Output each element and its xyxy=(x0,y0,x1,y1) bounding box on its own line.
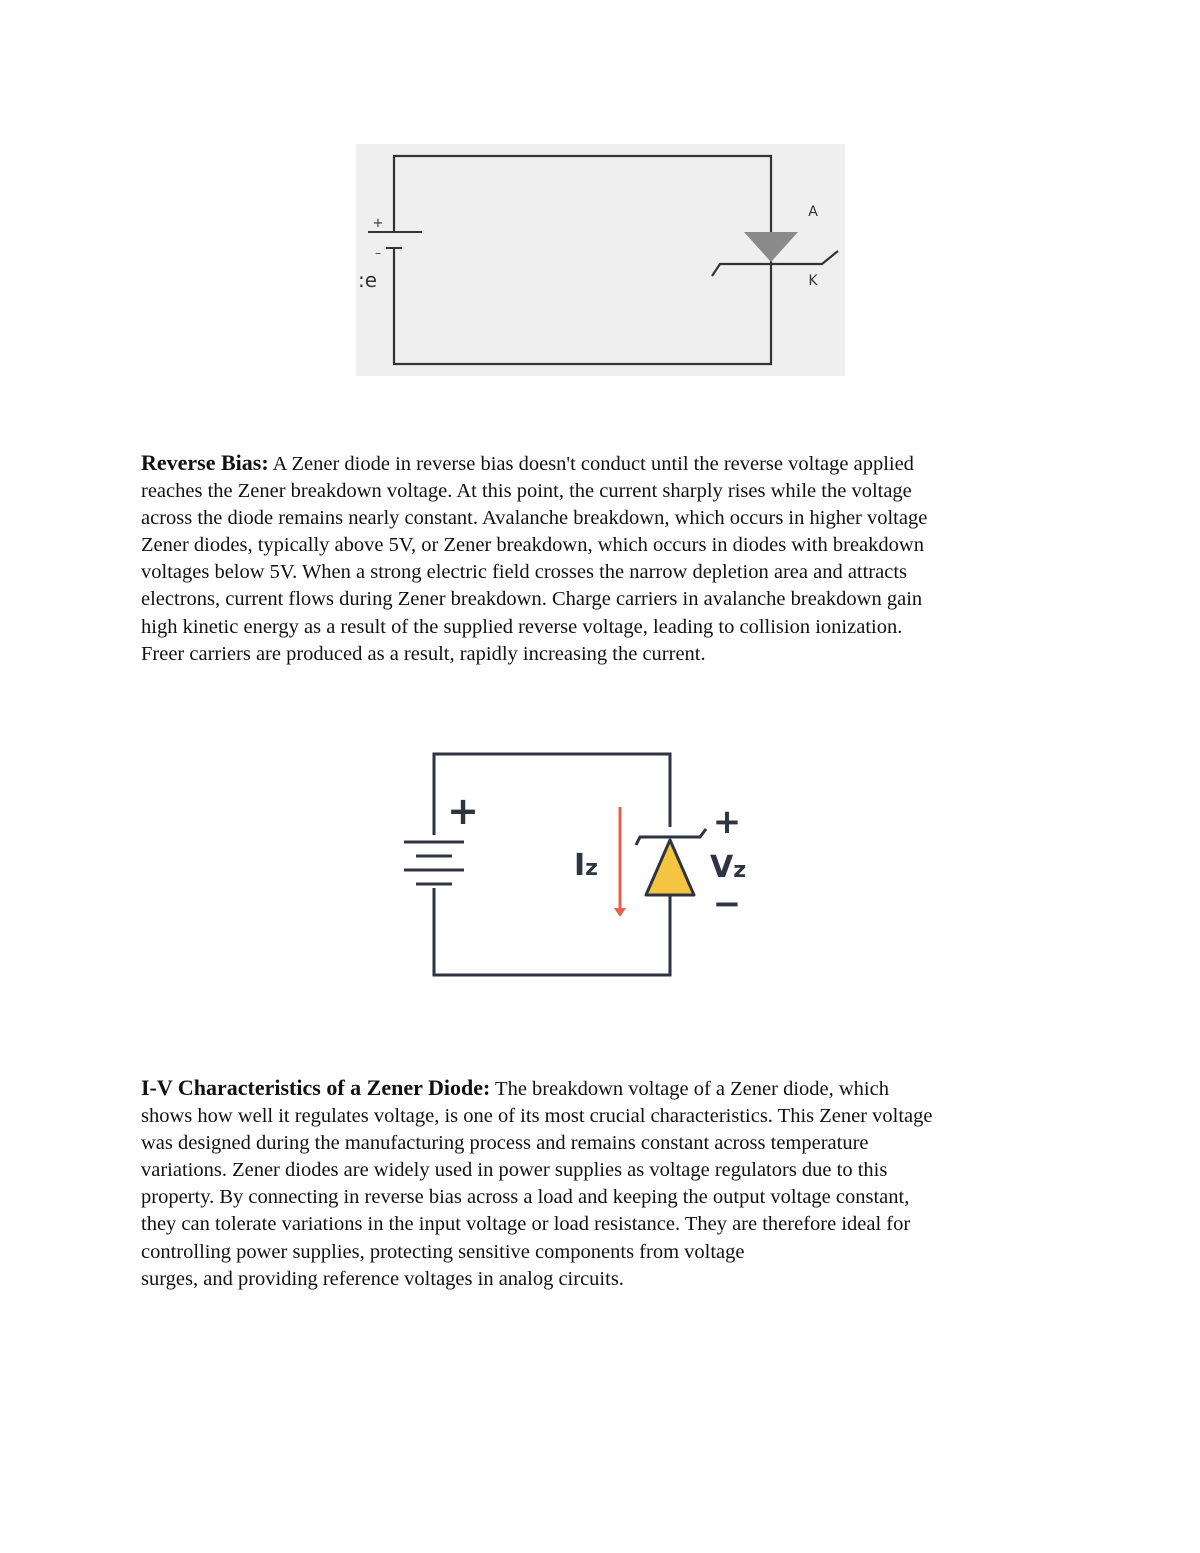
zener-circuit-diagram xyxy=(356,144,845,376)
anode-label: A xyxy=(808,204,818,220)
paragraph-line: they can tolerate variations in the input voltage or load resistance. They are therefore ideal for xyxy=(141,1213,911,1236)
paragraph-line: across the diode remains nearly constant. Avalanche breakdown, which occurs in higher voltage xyxy=(141,507,928,530)
paragraph-line: shows how well it regulates voltage, is one of its most crucial characteristics. This Zener voltage xyxy=(141,1105,933,1128)
paragraph-line: electrons, current flows during Zener breakdown. Charge carriers in avalanche breakdown gain xyxy=(141,588,923,611)
paragraph-text: The breakdown voltage of a Zener diode, which xyxy=(490,1078,889,1100)
paragraph-text: A Zener diode in reverse bias doesn't conduct until the reverse voltage applied xyxy=(268,453,914,475)
voltage-label: Vz xyxy=(710,850,747,885)
reverse-bias-heading: Reverse Bias: xyxy=(141,450,269,475)
paragraph-line: property. By connecting in reverse bias across a load and keeping the output voltage constant, xyxy=(141,1186,910,1209)
paragraph-line: controlling power supplies, protecting sensitive components from voltage xyxy=(141,1240,745,1263)
current-arrow-head xyxy=(614,908,626,917)
source-label-fragment: :e xyxy=(358,268,378,292)
zener-diode-symbol xyxy=(744,232,798,262)
voltage-minus-label: − xyxy=(712,884,742,924)
battery-minus-label: – xyxy=(375,246,381,260)
paragraph-line: high kinetic energy as a result of the supplied reverse voltage, leading to collision ionization. xyxy=(141,615,903,638)
zener-circuit-figure xyxy=(356,144,845,376)
paragraph-line: variations. Zener diodes are widely used in power supplies as voltage regulators due to this xyxy=(141,1159,888,1182)
paragraph-line: surges, and providing reference voltages in analog circuits. xyxy=(141,1267,624,1290)
paragraph-line: reaches the Zener breakdown voltage. At this point, the current sharply rises while the voltage xyxy=(141,480,912,503)
iv-characteristics-heading: I-V Characteristics of a Zener Diode: xyxy=(141,1075,491,1100)
reverse-bias-paragraph xyxy=(141,449,1056,668)
reverse-bias-circuit-figure xyxy=(396,745,766,985)
circuit-wire-bottom xyxy=(434,888,670,975)
current-label: Iz xyxy=(574,848,598,883)
paragraph-line xyxy=(141,449,1056,478)
cathode-label: K xyxy=(808,273,818,289)
reverse-bias-circuit-diagram xyxy=(396,745,766,985)
circuit-wire xyxy=(394,156,771,364)
paragraph-line: Freer carriers are produced as a result, rapidly increasing the current. xyxy=(141,642,706,665)
voltage-plus-label: + xyxy=(712,802,742,842)
paragraph-line xyxy=(141,1074,1056,1103)
paragraph-line: Zener diodes, typically above 5V, or Zener breakdown, which occurs in diodes with breakdown xyxy=(141,534,924,557)
zener-diode-symbol xyxy=(646,840,694,895)
paragraph-line: voltages below 5V. When a strong electric field crosses the narrow depletion area and attracts xyxy=(141,561,908,584)
iv-characteristics-paragraph xyxy=(141,1074,1056,1293)
paragraph-line: was designed during the manufacturing process and remains constant across temperature xyxy=(141,1132,869,1155)
battery-plus-label: + xyxy=(447,789,479,833)
battery-plus-label: + xyxy=(372,216,384,231)
